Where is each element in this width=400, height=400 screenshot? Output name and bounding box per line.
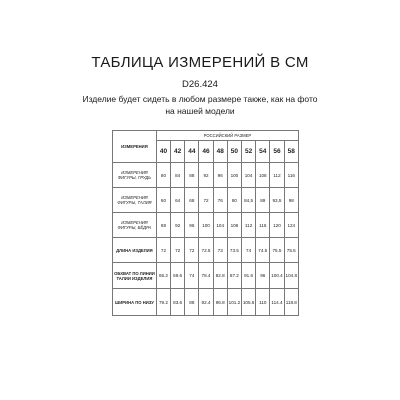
table-cell: 72 [171,238,185,263]
table-cell: 84 [171,163,185,188]
size-header: 52 [242,141,256,163]
table-cell: 74 [185,263,199,289]
table-cell: 108 [227,213,241,238]
table-cell: 91.6 [242,263,256,289]
row-label: ДЛИНА ИЗДЕЛИЯ [113,238,157,263]
size-header: 40 [156,141,170,163]
size-header: 44 [185,141,199,163]
row-label: ИЗМЕРЕНИЯ ФИГУРЫ, ГРУДЬ [113,163,157,188]
table-cell: 75.5 [270,238,284,263]
table-cell: 116 [284,163,298,188]
table-cell: 65.2 [156,263,170,289]
table-cell: 101.2 [227,289,241,316]
size-header: 58 [284,141,298,163]
table-cell: 88 [156,213,170,238]
table-cell: 87.2 [227,263,241,289]
table-cell: 92 [199,163,213,188]
table-cell: 75.5 [284,238,298,263]
size-header: 50 [227,141,241,163]
table-row [113,263,299,289]
table-cell: 93,5 [270,188,284,213]
table-cell: 105.6 [242,289,256,316]
size-table [112,130,299,316]
table-cell: 104 [242,163,256,188]
table-cell: 74.5 [256,238,270,263]
table-cell: 80 [227,188,241,213]
table-cell: 82.8 [213,263,227,289]
table-cell: 108 [256,163,270,188]
row-label: ИЗМЕРЕНИЯ ФИГУРЫ, ТАЛИЯ [113,188,157,213]
row-label: ШИРИНА ПО НИЗУ [113,289,157,316]
product-code: D26.424 [182,79,218,90]
table-cell: 100 [199,213,213,238]
table-cell: 92.4 [199,289,213,316]
size-header: 48 [213,141,227,163]
table-cell: 124 [284,213,298,238]
row-label: ОБХВАТ ПО ЛИНИИ ТАЛИИ ИЗДЕЛИЯ [113,263,157,289]
size-header: 42 [171,141,185,163]
table-cell: 96.8 [213,289,227,316]
table-cell: 118.8 [284,289,298,316]
table-cell: 120 [270,213,284,238]
table-cell: 80 [156,163,170,188]
table-cell: 60 [156,188,170,213]
table-cell: 89 [256,188,270,213]
table-cell: 104 [213,213,227,238]
table-cell: 96 [256,263,270,289]
table-cell: 92 [171,213,185,238]
table-cell: 72 [199,188,213,213]
table-cell: 112 [242,213,256,238]
table-row [113,289,299,316]
table-row [113,188,299,213]
table-cell: 73 [213,238,227,263]
table-cell: 79.2 [156,289,170,316]
size-header: 56 [270,141,284,163]
size-system-header: РОССИЙСКИЙ РАЗМЕР [156,131,298,141]
table-row [113,213,299,238]
table-cell: 110 [256,289,270,316]
table-cell: 88 [185,163,199,188]
table-cell: 73.5 [227,238,241,263]
table-row [113,238,299,263]
table-cell: 72.5 [199,238,213,263]
label-header: ИЗМЕРЕНИЯ [113,131,157,163]
table-cell: 114.4 [270,289,284,316]
table-cell: 83.6 [171,289,185,316]
table-cell: 88 [185,289,199,316]
table-cell: 78.4 [199,263,213,289]
table-cell: 96 [185,213,199,238]
table-cell: 68 [185,188,199,213]
table-cell: 96 [213,163,227,188]
size-header: 54 [256,141,270,163]
page-title: ТАБЛИЦА ИЗМЕРЕНИЙ В СМ [91,54,309,71]
table-cell: 116 [256,213,270,238]
table-row [113,163,299,188]
table-cell: 64 [171,188,185,213]
table-cell: 69.6 [171,263,185,289]
table-cell: 74 [242,238,256,263]
table-cell: 98 [284,188,298,213]
table-cell: 100 [227,163,241,188]
table-cell: 84,5 [242,188,256,213]
table-cell: 72 [185,238,199,263]
table-cell: 76 [213,188,227,213]
table-cell: 112 [270,163,284,188]
row-label: ИЗМЕРЕНИЯ ФИГУРЫ, БЁДРА [113,213,157,238]
table-cell: 72 [156,238,170,263]
fit-description: Изделие будет сидеть в любом размере также, как на фото на нашей модели [82,94,318,116]
table-cell: 100.4 [270,263,284,289]
size-header: 46 [199,141,213,163]
table-cell: 104.8 [284,263,298,289]
